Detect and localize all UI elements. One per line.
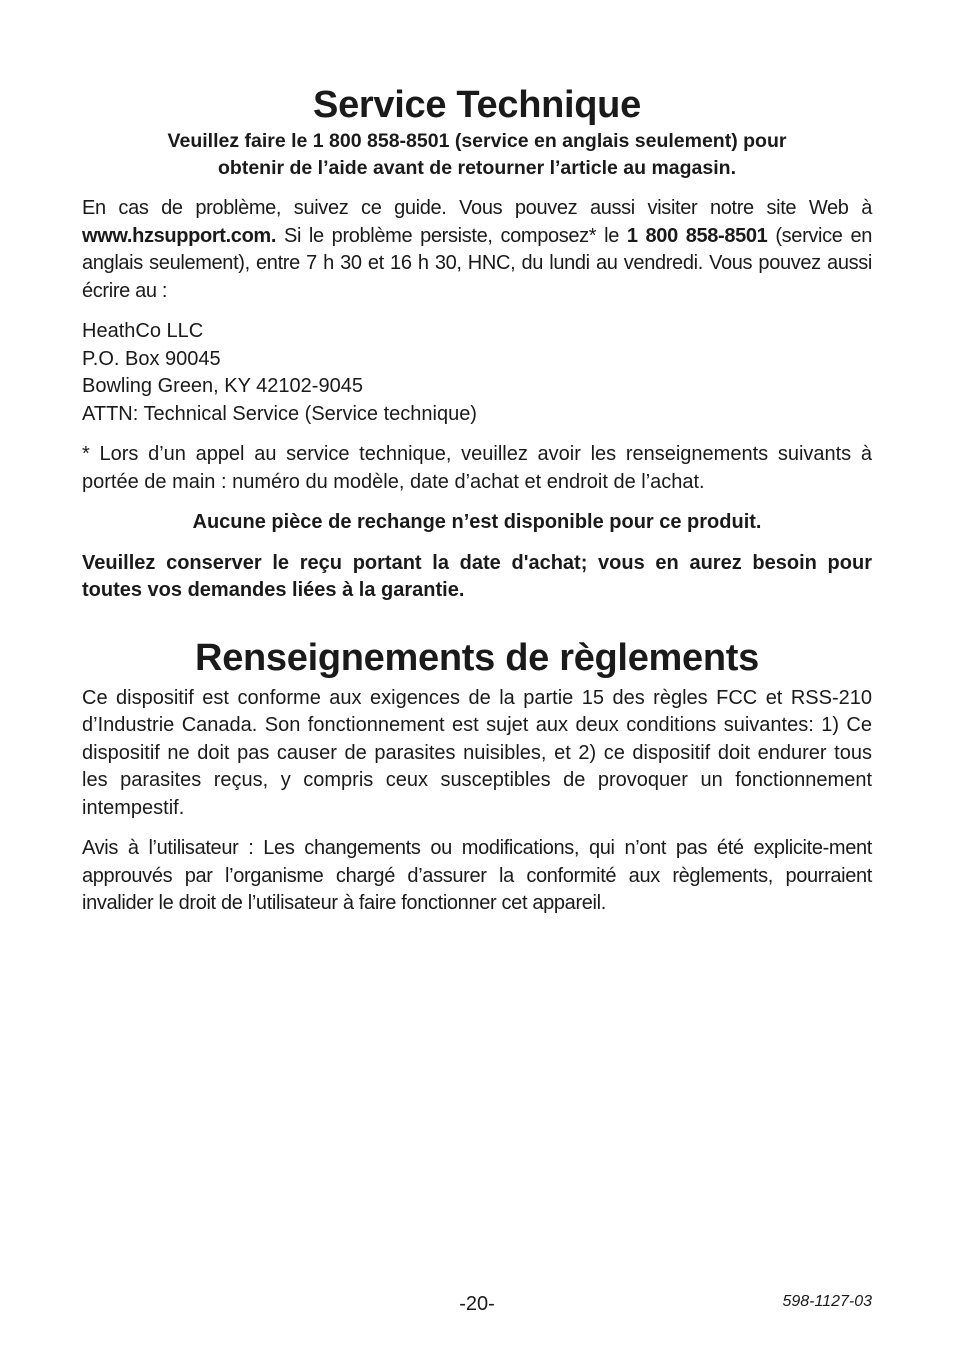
service-intro-line1: Veuillez faire le 1 800 858-8501 (service en anglais seulement) pour — [167, 130, 787, 152]
call-note: * Lors d’un appel au service technique, veuillez avoir les renseignements suivants à portée de main : numéro du modèle, date d’achat et endroit de l’achat. — [82, 443, 872, 493]
document-code: 598-1127-03 — [782, 1293, 872, 1310]
address-line-attn: ATTN: Technical Service (Service technique) — [82, 402, 477, 425]
user-notice-paragraph: Avis à l’utilisateur : Les changements ou modifications, qui n’ont pas été explicite-ment approuvés par l’organisme chargé d’assurer la conformité aux règlements, pourraient invalider le droit de l’utilisateur à faire fonctionner cet appareil. — [82, 837, 872, 914]
address-line-city: Bowling Green, KY 42102-9045 — [82, 375, 363, 397]
service-paragraph — [82, 195, 872, 305]
address-line-company: HeathCo LLC — [82, 320, 204, 342]
address-line-po-box: P.O. Box 90045 — [82, 347, 221, 370]
service-paragraph-text-b: Si le problème persiste, composez* le — [276, 224, 627, 247]
regulations-title: Renseignements de règlements — [195, 636, 759, 679]
service-paragraph-text-c: (service en anglais seulement), entre 7 h 30 et 16 h 30, HNC, du lundi au vendredi. Vous pouvez aussi écrire au : — [82, 224, 872, 302]
service-paragraph-text-a: En cas de problème, suivez ce guide. Vous pouvez aussi visiter notre site Web à — [82, 197, 872, 219]
regulations-paragraph: Ce dispositif est conforme aux exigences de la partie 15 des règles FCC et RSS-210 d’Industrie Canada. Son fonctionnement est sujet aux deux conditions suivantes: 1) Ce dispositif ne doit pas causer de parasites nuisibles, et 2) ce dispositif doit endurer tous les parasites reçus, y compris ceux susceptibles de provoquer un fonctionnement intempestif. — [82, 686, 872, 819]
no-parts-notice: Aucune pièce de rechange n’est disponible pour ce produit. — [192, 511, 762, 533]
service-title: Service Technique — [313, 84, 641, 126]
service-intro — [82, 128, 872, 182]
support-website-link[interactable]: www.hzsupport.com. — [82, 224, 277, 247]
page-number: -20- — [459, 1293, 495, 1315]
page-content — [82, 82, 872, 918]
mailing-address — [82, 318, 872, 428]
receipt-notice: Veuillez conserver le reçu portant la date d'achat; vous en aurez besoin pour toutes vos demandes liées à la garantie. — [82, 551, 872, 601]
support-phone-number: 1 800 858-8501 — [626, 224, 768, 247]
service-intro-line2: obtenir de l’aide avant de retourner l’article au magasin. — [218, 157, 736, 179]
